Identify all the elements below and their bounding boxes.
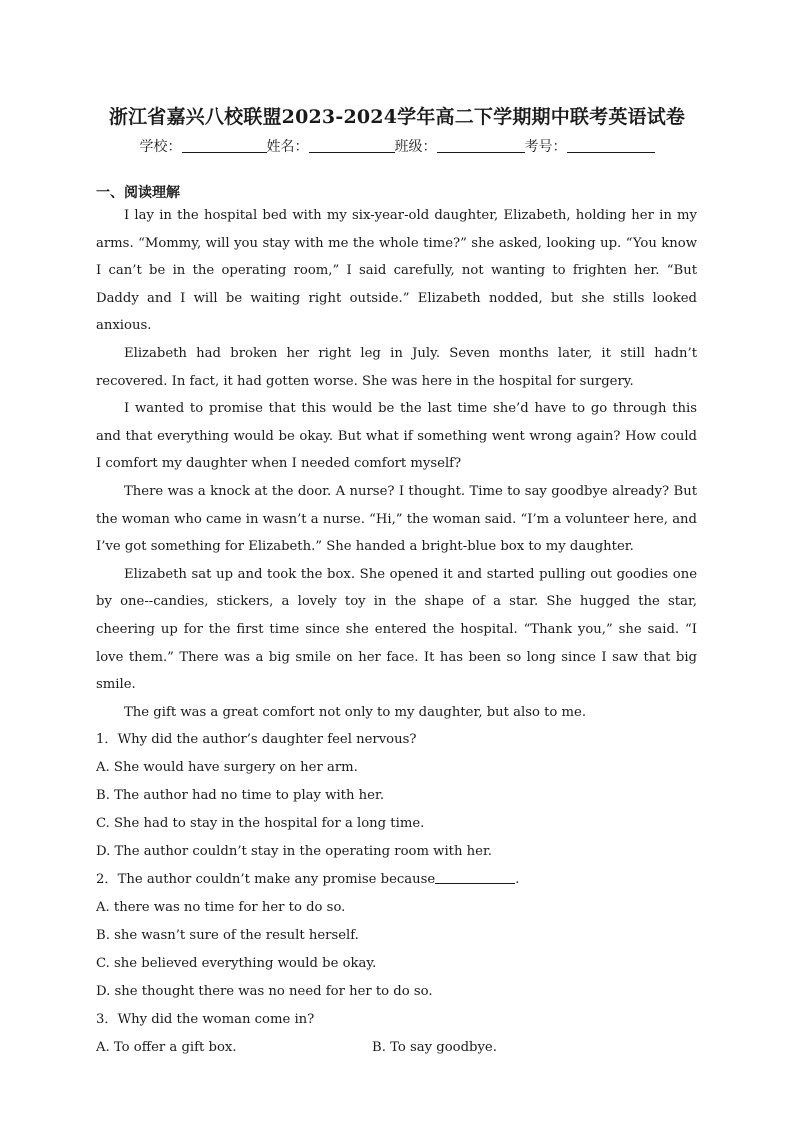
question-stem-end: . bbox=[515, 872, 520, 888]
student-info-line bbox=[0, 136, 794, 156]
class-label: 班级： bbox=[394, 139, 437, 155]
reading-section bbox=[96, 202, 697, 1062]
answer-option: B. The author had no time to play with her. bbox=[96, 788, 385, 804]
answer-option-row bbox=[96, 1034, 697, 1062]
exam-no-label: 考号： bbox=[524, 139, 567, 155]
answer-option: D. The author couldn’t stay in the operating room with her. bbox=[96, 844, 492, 860]
answer-option: A. She would have surgery on her arm. bbox=[96, 760, 358, 776]
passage-paragraph: I lay in the hospital bed with my six-year-old daughter, Elizabeth, holding her in my arms. “Mommy, will you stay with me the whole time?” she asked, looking up. “You know I can’t be in the operating room,” I said carefully, not wanting to frighten her. “But Daddy and I will be waiting right outside.” Elizabeth nodded, but she stills looked anxious. bbox=[96, 208, 697, 334]
school-blank bbox=[182, 139, 267, 153]
passage-paragraph: There was a knock at the door. A nurse? I thought. Time to say goodbye already? But the woman who came in wasn’t a nurse. “Hi,” the woman said. “I’m a volunteer here, and I’ve got something for Elizabeth.” She handed a bright-blue box to my daughter. bbox=[96, 483, 697, 555]
question-stem bbox=[96, 866, 697, 894]
answer-option: B. To say goodbye. bbox=[372, 1040, 497, 1056]
question-stem: 3．Why did the woman come in? bbox=[96, 1012, 315, 1028]
passage-paragraph: Elizabeth sat up and took the box. She opened it and started pulling out goodies one by one--candies, stickers, a lovely toy in the shape of a star. She hugged the star, cheering up for the first time since she entered the hospital. “Thank you,” she said. “I love them.” There was a big smile on her face. It has been so long since I saw that big smile. bbox=[96, 566, 697, 693]
answer-blank bbox=[435, 871, 515, 884]
section-title: 一、阅读理解 bbox=[96, 185, 180, 201]
answer-option: B. she wasn’t sure of the result herself. bbox=[96, 928, 359, 944]
name-label: 姓名： bbox=[266, 139, 309, 155]
passage-paragraph: Elizabeth had broken her right leg in July. Seven months later, it still hadn’t recovered. In fact, it had gotten worse. She was here in the hospital for surgery. bbox=[96, 345, 697, 389]
question-stem-text: 2．The author couldn’t make any promise because bbox=[96, 872, 436, 888]
class-blank bbox=[437, 139, 525, 153]
exam-no-blank bbox=[567, 139, 655, 153]
answer-option: C. she believed everything would be okay. bbox=[96, 956, 377, 972]
answer-option: C. She had to stay in the hospital for a long time. bbox=[96, 816, 425, 832]
exam-title: 浙江省嘉兴八校联盟2023-2024学年高二下学期期中联考英语试卷 bbox=[108, 106, 686, 128]
answer-option: A. To offer a gift box. bbox=[96, 1040, 237, 1056]
answer-option: A. there was no time for her to do so. bbox=[96, 900, 346, 916]
school-label: 学校： bbox=[139, 139, 182, 155]
passage-paragraph: The gift was a great comfort not only to my daughter, but also to me. bbox=[124, 704, 587, 720]
name-blank bbox=[309, 139, 395, 153]
answer-option: D. she thought there was no need for her to do so. bbox=[96, 984, 433, 1000]
passage-paragraph: I wanted to promise that this would be the last time she’d have to go through this and that everything would be okay. But what if something went wrong again? How could I comfort my daughter when I needed comfort myself? bbox=[96, 401, 697, 472]
question-stem: 1．Why did the author’s daughter feel nervous? bbox=[96, 732, 417, 748]
